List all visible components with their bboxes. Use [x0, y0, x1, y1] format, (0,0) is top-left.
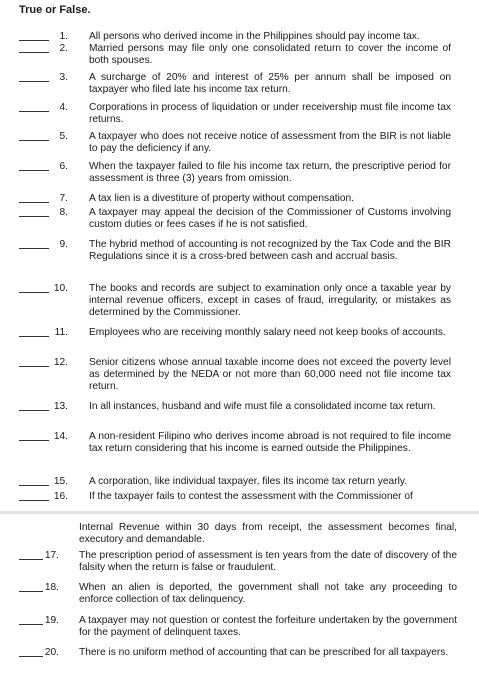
answer-blank[interactable] [19, 410, 49, 411]
answer-blank[interactable] [19, 40, 49, 41]
question-text: When an alien is deported, the government shall not take any proceeding to enforce collection of tax delinquency. [79, 582, 457, 606]
answer-blank[interactable] [19, 559, 43, 560]
question-text: Employees who are receiving monthly salary need not keep books of accounts. [89, 327, 446, 338]
question-number: 19. [44, 615, 59, 626]
question-number: 6. [59, 161, 68, 172]
answer-blank[interactable] [19, 170, 49, 171]
question-number: 20. [44, 647, 59, 658]
question-text: If the taxpayer fails to contest the assessment with the Commissioner of [89, 491, 413, 502]
question-number: 9. [59, 239, 68, 250]
question-number: 17. [44, 550, 59, 561]
question-number: 16. [53, 491, 68, 502]
question-text: All persons who derived income in the Philippines should pay income tax. [89, 31, 420, 42]
question-text: The books and records are subject to examination only once a taxable year by internal revenue officers, except in cases of fraud, irregularity, or mistakes as determined by the Commissioner. [89, 283, 451, 319]
answer-blank[interactable] [19, 440, 49, 441]
question-number: 18. [44, 582, 59, 593]
question-number: 7. [59, 193, 68, 204]
page-break-divider [0, 511, 479, 514]
question-text: Corporations in process of liquidation or under receivership must file income tax returns. [89, 102, 451, 126]
question-number: 10. [53, 283, 68, 294]
question-number: 2. [59, 43, 68, 54]
answer-blank[interactable] [19, 202, 49, 203]
answer-blank[interactable] [19, 216, 49, 217]
answer-blank[interactable] [19, 336, 49, 337]
question-text: The hybrid method of accounting is not recognized by the Tax Code and the BIR Regulations since it is a cross-bred between cash and accrual basis. [89, 239, 451, 263]
answer-blank[interactable] [19, 591, 43, 592]
question-number: 11. [54, 327, 68, 338]
question-number: 1. [59, 31, 68, 42]
answer-blank[interactable] [19, 292, 49, 293]
question-number: 12. [53, 357, 68, 368]
question-text: The prescription period of assessment is ten years from the date of discovery of the falsity when the return is false or fraudulent. [79, 550, 457, 574]
question-text: A corporation, like individual taxpayer, files its income tax return yearly. [89, 476, 408, 487]
question-number: 13. [53, 401, 68, 412]
question-text: A non-resident Filipino who derives income abroad is not required to file income tax return considering that his income is earned outside the Philippines. [89, 431, 451, 455]
question-text: A tax lien is a divestiture of property without compensation. [89, 193, 355, 204]
section-title: True or False. [19, 4, 91, 16]
answer-blank[interactable] [19, 248, 49, 249]
question-text: When the taxpayer failed to file his income tax return, the prescriptive period for assessment is three (3) years from omission. [89, 161, 451, 185]
question-text: There is no uniform method of accounting that can be prescribed for all taxpayers. [79, 647, 449, 658]
question-number: 14. [53, 431, 68, 442]
question-text: Married persons may file only one consolidated return to cover the income of both spouses. [89, 43, 451, 67]
question-text-continuation: Internal Revenue within 30 days from receipt, the assessment becomes final, executory and demandable. [79, 522, 457, 546]
question-number: 3. [59, 72, 68, 83]
answer-blank[interactable] [19, 485, 49, 486]
question-number: 5. [59, 131, 68, 142]
question-number: 15. [53, 476, 68, 487]
answer-blank[interactable] [19, 140, 49, 141]
answer-blank[interactable] [19, 52, 49, 53]
answer-blank[interactable] [19, 656, 43, 657]
answer-blank[interactable] [19, 366, 49, 367]
answer-blank[interactable] [19, 624, 43, 625]
question-text: A taxpayer may appeal the decision of the Commissioner of Customs involving custom duties or fees cases if he is not satisfied. [89, 207, 451, 231]
question-text: Senior citizens whose annual taxable income does not exceed the poverty level as determined by the NEDA or not more than 60,000 need not file income tax return. [89, 357, 451, 393]
question-text: A surcharge of 20% and interest of 25% per annum shall be imposed on taxpayer who filed late his income tax return. [89, 72, 451, 96]
question-number: 8. [59, 207, 68, 218]
answer-blank[interactable] [19, 111, 49, 112]
answer-blank[interactable] [19, 81, 49, 82]
question-number: 4. [59, 102, 68, 113]
question-text: A taxpayer who does not receive notice of assessment from the BIR is not liable to pay the deficiency if any. [89, 131, 451, 155]
question-text: A taxpayer may not question or contest the forfeiture undertaken by the government for the payment of delinquent taxes. [79, 615, 457, 639]
question-text: In all instances, husband and wife must file a consolidated income tax return. [89, 401, 436, 412]
answer-blank[interactable] [19, 500, 49, 501]
